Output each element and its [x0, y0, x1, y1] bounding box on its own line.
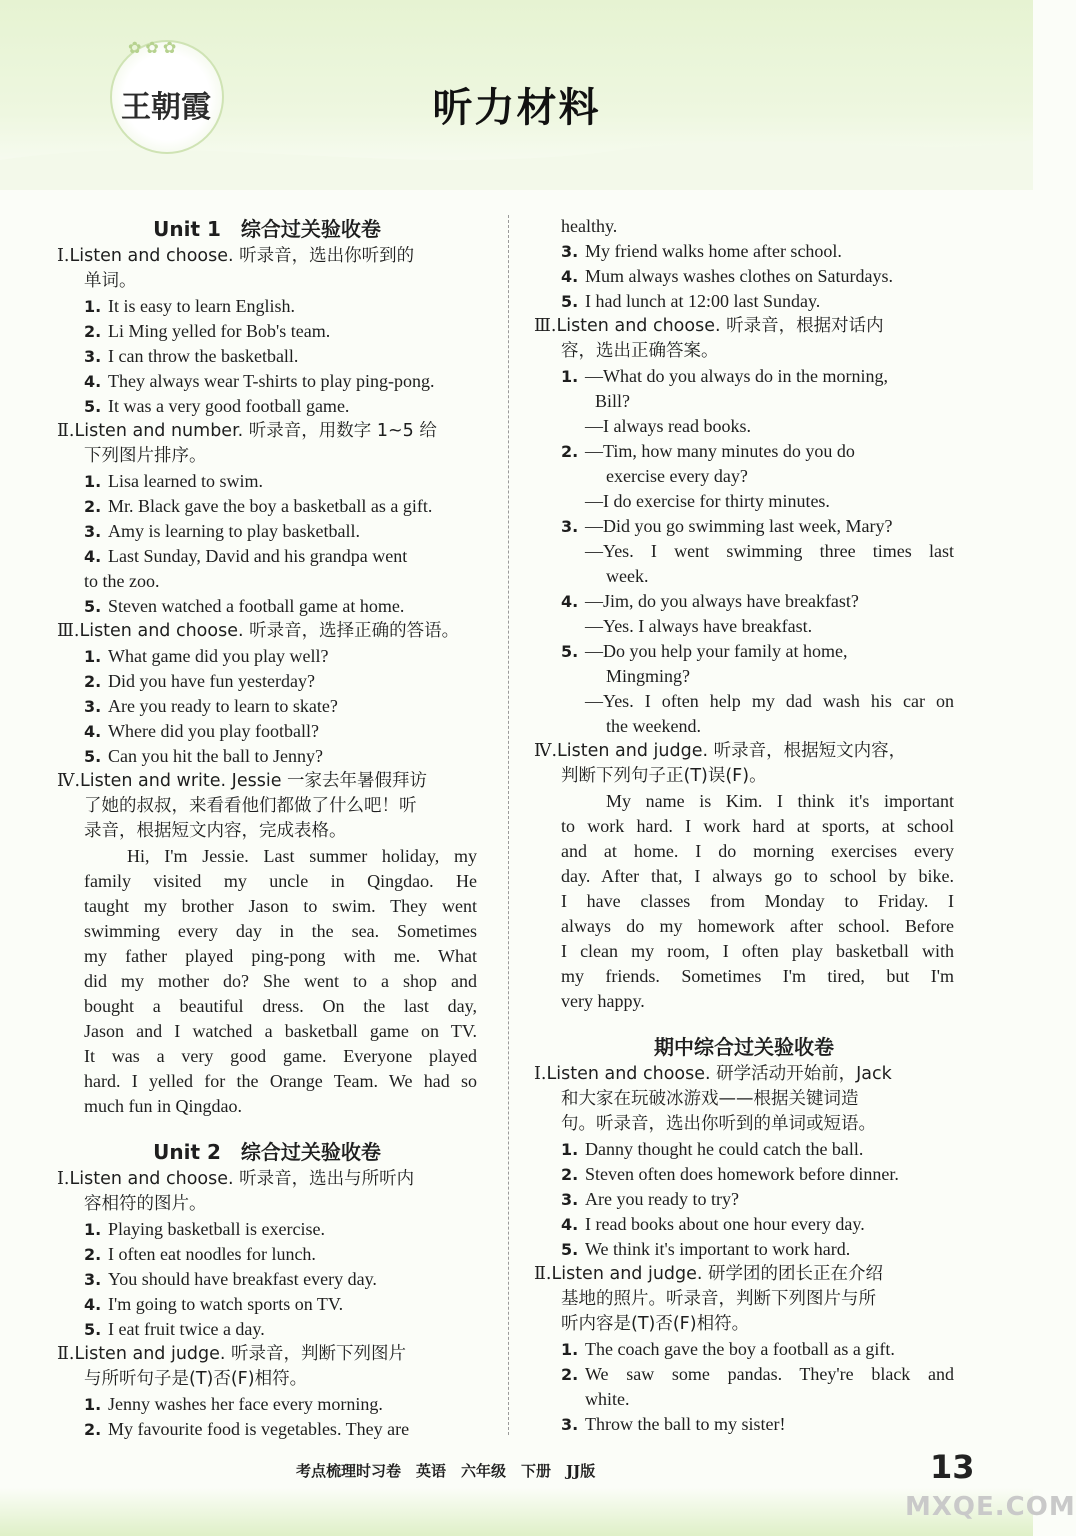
passage-line: day. After that, I always go to school by bike.: [561, 866, 954, 886]
list-item: 4. I read books about one hour every day.: [561, 1214, 865, 1234]
footer: [0, 1460, 1033, 1482]
list-item: 2. Did you have fun yesterday?: [84, 671, 315, 691]
section-instruction: Ⅲ.Listen and choose. 听录音，根据对话内: [534, 316, 884, 336]
dialogue-line: 3. —Did you go swimming last week, Mary?: [561, 516, 893, 536]
column-divider: [508, 215, 509, 1435]
watermark: MXQE.COM: [905, 1492, 1076, 1522]
dialogue-line: —Yes. I went swimming three times last: [585, 541, 954, 561]
section-instruction-cont: 和大家在玩破冰游戏——根据关键词造: [561, 1089, 859, 1109]
dialogue-line: —I do exercise for thirty minutes.: [585, 491, 830, 511]
list-item-cont: white.: [585, 1389, 630, 1409]
passage-line: Hi, I'm Jessie. Last summer holiday, my: [127, 846, 477, 866]
list-item: 1. The coach gave the boy a football as a gift.: [561, 1339, 895, 1359]
list-item: 1. Danny thought he could catch the ball.: [561, 1139, 864, 1159]
section-instruction-cont: 容，选出正确答案。: [561, 341, 719, 361]
list-item: 2. Mr. Black gave the boy a basketball as a gift.: [84, 496, 433, 516]
section-instruction: Ⅳ.Listen and judge. 听录音，根据短文内容，: [534, 741, 907, 761]
list-item: 1. What game did you play well?: [84, 646, 329, 666]
list-item: 1. Lisa learned to swim.: [84, 471, 263, 491]
dialogue-line: exercise every day?: [606, 466, 748, 486]
right-column: [534, 214, 954, 1437]
list-item: 2. Steven often does homework before dinner.: [561, 1164, 899, 1184]
dialogue-line: —Yes. I often help my dad wash his car on: [585, 691, 954, 711]
list-item-cont: healthy.: [561, 216, 618, 236]
unit1-heading: Unit 1 综合过关验收卷: [153, 217, 381, 241]
list-item: 5. Steven watched a football game at home.: [84, 596, 405, 616]
passage-line: It was a very good game. Everyone played: [84, 1046, 477, 1066]
passage-line: family visited my uncle in Qingdao. He: [84, 871, 477, 891]
dialogue-line: Mingming?: [606, 666, 690, 686]
list-item: 4. Where did you play football?: [84, 721, 319, 741]
passage-line: swimming every day in the sea. Sometimes: [84, 921, 477, 941]
list-item: 2. My favourite food is vegetables. They are: [84, 1419, 410, 1439]
list-item-cont: to the zoo.: [84, 571, 160, 591]
section-instruction-cont: 与所听句子是(T)否(F)相符。: [84, 1369, 308, 1389]
list-item: 4. Mum always washes clothes on Saturdays.: [561, 266, 893, 286]
footer-book-info: 考点梳理时习卷 英语 六年级 下册 JJ版: [296, 1462, 596, 1480]
passage-line: Jason and I watched a basketball game on TV.: [84, 1021, 477, 1041]
list-item: 5. I eat fruit twice a day.: [84, 1319, 265, 1339]
dialogue-line: 2. —Tim, how many minutes do you do: [561, 441, 855, 461]
section-instruction: Ⅰ.Listen and choose. 听录音，选出与所听内: [57, 1169, 415, 1189]
section-instruction-cont: 容相符的图片。: [84, 1194, 207, 1214]
passage-line: to work hard. I work hard at sports, at school: [561, 816, 954, 836]
star-decoration-icon: ✿✿✿: [128, 40, 181, 57]
list-item: 3. Amy is learning to play basketball.: [84, 521, 360, 541]
list-item: 2. Li Ming yelled for Bob's team.: [84, 321, 331, 341]
passage-line: taught my brother Jason to swim. They went: [84, 896, 477, 916]
section-instruction-cont: 基地的照片。听录音，判断下列图片与所: [561, 1289, 876, 1309]
list-item: 2. I often eat noodles for lunch.: [84, 1244, 316, 1264]
passage-line: did my mother do? She went to a shop and: [84, 971, 477, 991]
list-item: 5. I had lunch at 12:00 last Sunday.: [561, 291, 821, 311]
dialogue-line: Bill?: [595, 391, 630, 411]
passage-line: hard. I yelled for the Orange Team. We had so: [84, 1071, 477, 1091]
section-instruction-cont: 句。听录音，选出你听到的单词或短语。: [561, 1114, 876, 1134]
list-item: 5. We think it's important to work hard.: [561, 1239, 851, 1259]
section-instruction: Ⅰ.Listen and choose. 听录音，选出你听到的: [57, 246, 415, 266]
list-item: 4. I'm going to watch sports on TV.: [84, 1294, 344, 1314]
list-item: 5. It was a very good football game.: [84, 396, 350, 416]
section-instruction: Ⅰ.Listen and choose. 研学活动开始前，Jack: [534, 1064, 892, 1084]
passage-line: I have classes from Monday to Friday. I: [561, 891, 954, 911]
dialogue-line: 4. —Jim, do you always have breakfast?: [561, 591, 859, 611]
section-instruction-cont: 单词。: [84, 271, 137, 291]
list-item: 1. Playing basketball is exercise.: [84, 1219, 325, 1239]
passage-line: my father played ping-pong with me. What: [84, 946, 477, 966]
list-item: 2. We saw some pandas. They're black and: [561, 1364, 954, 1384]
section-instruction: Ⅱ.Listen and judge. 研学团的团长正在介绍: [534, 1264, 884, 1284]
list-item: 4. They always wear T-shirts to play ping-pong.: [84, 371, 435, 391]
page-number: 13: [930, 1448, 975, 1486]
section-instruction: Ⅳ.Listen and write. Jessie 一家去年暑假拜访: [57, 771, 428, 791]
page-title: 听力材料: [432, 85, 601, 131]
passage-line: I clean my room, I often play basketball with: [561, 941, 954, 961]
dialogue-line: 5. —Do you help your family at home,: [561, 641, 848, 661]
list-item: 4. Last Sunday, David and his grandpa went: [84, 546, 408, 566]
list-item: 5. Can you hit the ball to Jenny?: [84, 746, 323, 766]
section-instruction: Ⅱ.Listen and judge. 听录音，判断下列图片: [57, 1344, 407, 1364]
section-instruction-cont: 判断下列句子正(T)误(F)。: [561, 766, 767, 786]
passage-line: much fun in Qingdao.: [84, 1096, 242, 1116]
list-item: 3. Are you ready to learn to skate?: [84, 696, 338, 716]
section-instruction-cont: 下列图片排序。: [84, 446, 207, 466]
section-instruction: Ⅲ.Listen and choose. 听录音，选择正确的答语。: [57, 621, 460, 641]
list-item: 3. Are you ready to try?: [561, 1189, 739, 1209]
unit2-heading: Unit 2 综合过关验收卷: [153, 1140, 381, 1164]
section-instruction: Ⅱ.Listen and number. 听录音，用数字 1~5 给: [57, 421, 437, 441]
dialogue-line: 1. —What do you always do in the morning,: [561, 366, 888, 386]
section-instruction-cont: 听内容是(T)否(F)相符。: [561, 1314, 750, 1334]
list-item: 3. Throw the ball to my sister!: [561, 1414, 786, 1434]
passage-line: my friends. Sometimes I'm tired, but I'm: [561, 966, 954, 986]
list-item: 1. It is easy to learn English.: [84, 296, 295, 316]
list-item: 3. You should have breakfast every day.: [84, 1269, 377, 1289]
brand-logo-text: 王朝霞: [121, 90, 211, 125]
bottom-band: [0, 1488, 1033, 1536]
passage-line: and at home. I do morning exercises every: [561, 841, 954, 861]
passage-line: bought a beautiful dress. On the last day,: [84, 996, 477, 1016]
passage-line: very happy.: [561, 991, 645, 1011]
list-item: 1. Jenny washes her face every morning.: [84, 1394, 383, 1414]
list-item: 3. I can throw the basketball.: [84, 346, 299, 366]
dialogue-line: the weekend.: [606, 716, 701, 736]
dialogue-line: week.: [606, 566, 649, 586]
passage-line: My name is Kim. I think it's important: [606, 791, 954, 811]
section-instruction-cont: 录音，根据短文内容，完成表格。: [84, 821, 347, 841]
left-column: [57, 214, 477, 1442]
passage-line: always do my homework after school. Before: [561, 916, 954, 936]
list-item: 3. My friend walks home after school.: [561, 241, 842, 261]
midterm-heading: 期中综合过关验收卷: [654, 1035, 834, 1059]
dialogue-line: —I always read books.: [585, 416, 751, 436]
dialogue-line: —Yes. I always have breakfast.: [585, 616, 813, 636]
section-instruction-cont: 了她的叔叔，来看看他们都做了什么吧！听: [84, 796, 417, 816]
